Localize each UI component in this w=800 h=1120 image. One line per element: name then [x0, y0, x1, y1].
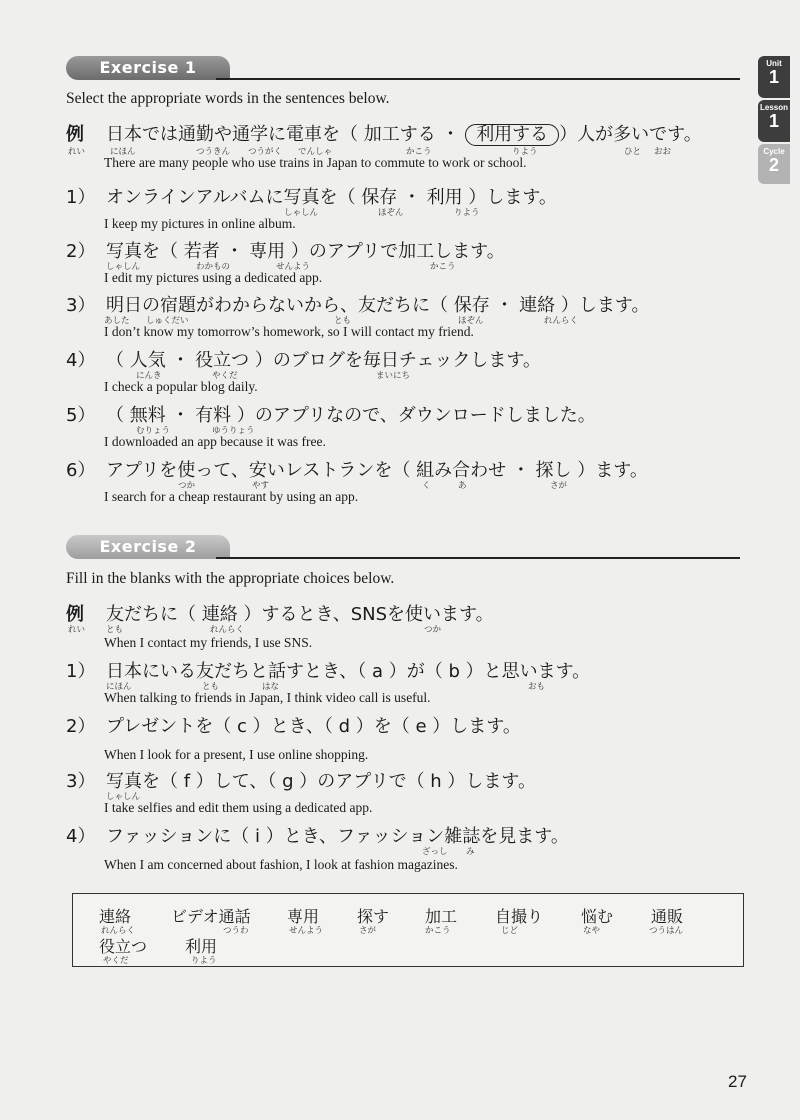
- exercise2-instruction: Fill in the blanks with the appropriate choices below.: [66, 570, 395, 587]
- sentence-text: 写真を（ 若者 ・ 専用 ）のアプリで加工します。: [106, 241, 505, 262]
- furigana: むりょう: [136, 426, 171, 436]
- furigana: りよう: [454, 208, 480, 218]
- choice-reading: じど: [501, 926, 519, 936]
- choices-box: [72, 893, 744, 967]
- exercise2-header: [66, 535, 740, 559]
- circled-answer: 利用する: [465, 124, 559, 146]
- sentence: [66, 240, 746, 264]
- exercise2-item-3: [66, 770, 746, 815]
- sentence: [66, 715, 746, 739]
- unit-tab: [758, 56, 790, 98]
- furigana: み: [466, 847, 475, 857]
- exercise1-item-2: [66, 240, 746, 285]
- sentence-text: オンラインアルバムに写真を（ 保存 ・ 利用 ）します。: [106, 187, 557, 208]
- item-number: 例: [66, 124, 84, 145]
- translation: There are many people who use trains in Japan to commute to work or school.: [104, 155, 527, 170]
- exercise1-item-1: [66, 186, 746, 231]
- choice-reading: れんらく: [101, 926, 136, 936]
- sentence-text: ファッションに（ i ）とき、ファッション雑誌を見ます。: [106, 826, 569, 847]
- sentence-text: アプリを使って、安いレストランを（ 組み合わせ ・ 探し ）ます。: [106, 460, 648, 481]
- sentence: [66, 603, 746, 627]
- furigana: つうがく: [248, 147, 283, 157]
- choice-word: 役立つ: [99, 937, 148, 956]
- furigana: つか: [424, 625, 442, 635]
- sentence-text: 友だちに（ 連絡 ）するとき、SNSを使います。: [106, 604, 494, 625]
- furigana: つうきん: [196, 147, 231, 157]
- choice-reading: つうわ: [223, 926, 249, 936]
- choice-word: 探す: [357, 907, 390, 926]
- translation: I don’t know my tomorrow’s homework, so I will contact my friend.: [104, 324, 474, 339]
- exercise1-item-5: [66, 404, 746, 449]
- item-number: 3）: [66, 295, 96, 316]
- choice-word: 連絡: [99, 907, 132, 926]
- furigana: さが: [550, 481, 568, 491]
- sentence-post: ）人が多いです。: [559, 124, 702, 145]
- choice-reading: つうはん: [649, 926, 684, 936]
- choice-reading: せんよう: [289, 926, 324, 936]
- sentence-text: （ 無料 ・ 有料 ）のアプリなので、ダウンロードしました。: [106, 405, 596, 426]
- furigana: しゃしん: [106, 262, 141, 272]
- translation: When I contact my friends, I use SNS.: [104, 635, 313, 650]
- cycle-tab: [758, 144, 790, 184]
- exercise1-item-6: [66, 459, 746, 504]
- choice-word: 専用: [287, 907, 320, 926]
- exercise1-rule: [216, 78, 740, 80]
- furigana: とも: [202, 682, 220, 692]
- furigana: く: [422, 481, 431, 491]
- choice-reading: りよう: [191, 956, 217, 966]
- choice-reading: やくだ: [103, 956, 129, 966]
- exercise2-title: Exercise 2: [66, 535, 230, 559]
- cycle-number: 2: [768, 155, 779, 175]
- furigana: にんき: [136, 371, 162, 381]
- exercise2-item-4: [66, 825, 746, 872]
- item-number: 1）: [66, 661, 96, 682]
- item-number: 1）: [66, 187, 96, 208]
- furigana: まいにち: [376, 371, 411, 381]
- furigana: れい: [68, 147, 86, 157]
- unit-number: 1: [768, 67, 779, 87]
- sentence: [66, 770, 746, 794]
- translation: When I look for a present, I use online shopping.: [104, 747, 369, 762]
- furigana: はな: [262, 682, 280, 692]
- furigana: おも: [528, 682, 546, 692]
- furigana: かこう: [430, 262, 456, 272]
- furigana: とも: [106, 625, 124, 635]
- furigana: ざっし: [422, 847, 448, 857]
- translation: I check a popular blog daily.: [104, 379, 258, 394]
- item-number: 6）: [66, 460, 96, 481]
- choice-reading: さが: [359, 926, 377, 936]
- furigana: しゃしん: [106, 792, 141, 802]
- translation: When talking to friends in Japan, I think video call is useful.: [104, 690, 431, 705]
- exercise1-instruction: Select the appropriate words in the sentences below.: [66, 90, 390, 107]
- furigana: しゃしん: [284, 208, 319, 218]
- item-number: 例: [66, 604, 84, 625]
- translation: I keep my pictures in online album.: [104, 216, 296, 231]
- furigana: やくだ: [212, 371, 238, 381]
- furigana: ゆうりょう: [212, 426, 255, 436]
- sentence-text: 写真を（ f ）して、（ g ）のアプリで（ h ）します。: [106, 771, 536, 792]
- translation: I edit my pictures using a dedicated app.: [104, 270, 323, 285]
- choice-word: 通販: [651, 907, 684, 926]
- cycle-label: Cycle: [763, 147, 785, 156]
- sentence-text: 明日の宿題がわからないから、友だちに（ 保存 ・ 連絡 ）します。: [106, 295, 650, 316]
- furigana: かこう: [406, 147, 432, 157]
- furigana: でんしゃ: [298, 147, 333, 157]
- furigana: おお: [654, 147, 672, 157]
- furigana: れい: [68, 625, 86, 635]
- furigana: あした: [104, 316, 130, 326]
- furigana: ひと: [624, 147, 642, 157]
- item-number: 2）: [66, 241, 96, 262]
- furigana: せんよう: [276, 262, 311, 272]
- sentence-text: プレゼントを（ c ）とき、（ d ）を（ e ）します。: [106, 716, 521, 737]
- furigana: わかもの: [196, 262, 231, 272]
- choice-word: 悩む: [581, 907, 614, 926]
- sentence-text: （ 人気 ・ 役立つ ）のブログを毎日チェックします。: [106, 350, 541, 371]
- item-number: 4）: [66, 826, 96, 847]
- furigana: ほぞん: [378, 208, 404, 218]
- furigana: しゅくだい: [146, 316, 189, 326]
- item-number: 5）: [66, 405, 96, 426]
- exercise2-example: [66, 603, 746, 650]
- exercise1-header: [66, 56, 740, 80]
- sentence: [66, 660, 746, 684]
- choice-reading: かこう: [425, 926, 451, 936]
- translation: When I am concerned about fashion, I look at fashion magazines.: [104, 857, 458, 872]
- exercise1-item-3: [66, 294, 746, 339]
- sentence: [66, 459, 746, 483]
- exercise1-example: [66, 123, 746, 170]
- translation: I downloaded an app because it was free.: [104, 434, 326, 449]
- furigana: やす: [252, 481, 270, 491]
- lesson-tab: [758, 100, 790, 142]
- translation: I take selfies and edit them using a dedicated app.: [104, 800, 373, 815]
- sentence-pre: 日本では通勤や通学に電車を（ 加工する ・: [106, 124, 460, 145]
- exercise2-rule: [216, 557, 740, 559]
- page-number: 27: [728, 1072, 747, 1091]
- sentence: [66, 186, 746, 210]
- furigana: れんらく: [544, 316, 579, 326]
- furigana: つか: [178, 481, 196, 491]
- furigana: ほぞん: [458, 316, 484, 326]
- furigana: にほん: [110, 147, 136, 157]
- sentence: [66, 825, 746, 849]
- furigana: れんらく: [210, 625, 245, 635]
- lesson-number: 1: [768, 111, 779, 131]
- exercise1-title: Exercise 1: [66, 56, 230, 80]
- furigana: あ: [458, 481, 467, 491]
- exercise2-item-2: [66, 715, 746, 762]
- choice-word: 加工: [425, 907, 458, 926]
- lesson-label: Lesson: [759, 103, 788, 112]
- choice-reading: なや: [583, 926, 601, 936]
- translation: I search for a cheap restaurant by using an app.: [104, 489, 359, 504]
- furigana: とも: [334, 316, 352, 326]
- sentence-text: 日本にいる友だちと話すとき、（ a ）が（ b ）と思います。: [106, 661, 591, 682]
- furigana: にほん: [106, 682, 132, 692]
- choice-word: ビデオ通話: [171, 907, 251, 926]
- choice-word: 利用: [185, 937, 218, 956]
- unit-label: Unit: [766, 59, 782, 68]
- item-number: 2）: [66, 716, 96, 737]
- exercise1-item-4: [66, 349, 746, 394]
- choice-word: 自撮り: [495, 907, 544, 926]
- item-number: 4）: [66, 350, 96, 371]
- exercise2-item-1: [66, 660, 746, 705]
- sentence: [66, 123, 746, 147]
- furigana: りよう: [512, 147, 538, 157]
- item-number: 3）: [66, 771, 96, 792]
